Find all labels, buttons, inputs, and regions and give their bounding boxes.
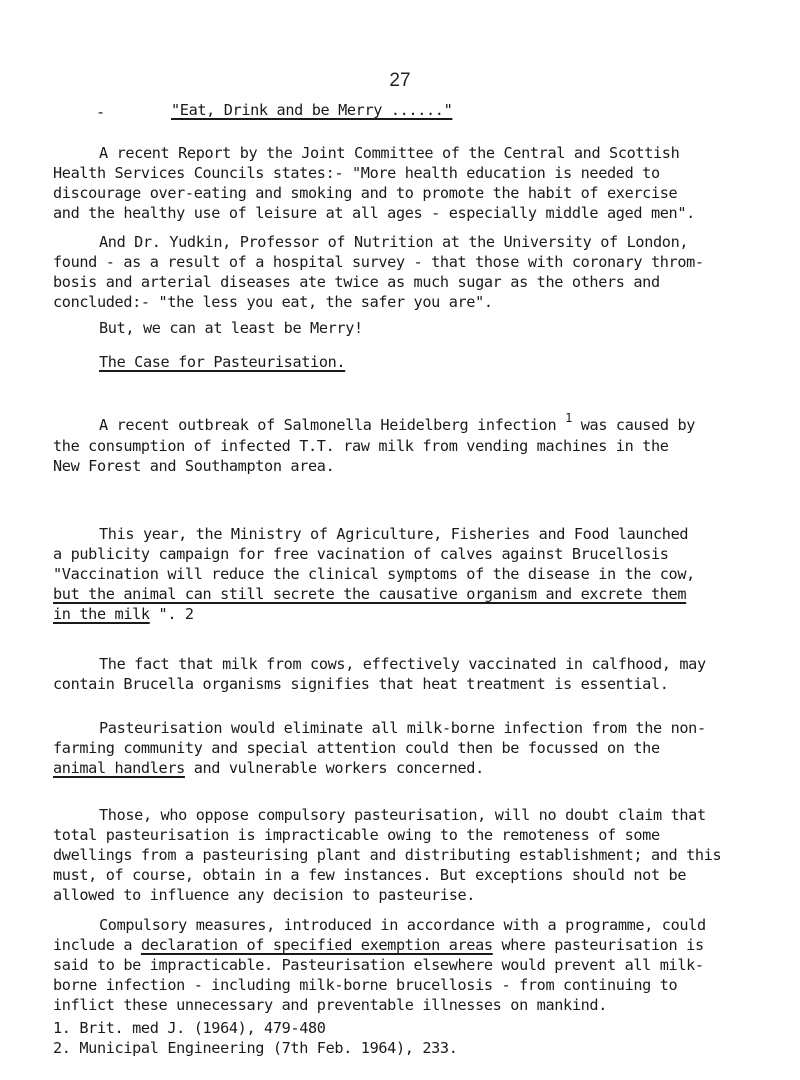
text-line [53, 758, 765, 778]
references-list [53, 1018, 765, 1058]
text-segment: and vulnerable workers concerned. [184, 759, 484, 777]
footnote-marker: 1 [565, 411, 572, 425]
text-segment: animal handlers [53, 759, 185, 777]
text-line: the consumption of infected T.T. raw milk from vending machines in the [53, 437, 669, 455]
text-segment: ". 2 [149, 605, 194, 623]
page-number: 27 [389, 70, 411, 91]
section-title-pasteurisation [99, 353, 345, 371]
text-line: allowed to influence any decision to pasteurise. [53, 886, 476, 904]
text-line: The fact that milk from cows, effectively vaccinated in calfhood, may [99, 655, 706, 673]
text-line: "Vaccination will reduce the clinical symptoms of the disease in the cow, [53, 565, 695, 583]
section-title-text: The Case for Pasteurisation. [99, 353, 346, 371]
paragraph-opposition [53, 805, 765, 905]
text-line: farming community and special attention could then be focussed on the [53, 739, 660, 757]
text-line [53, 411, 765, 436]
text-line: dwellings from a pasteurising plant and distributing establishment; and this [53, 846, 722, 864]
text-line [53, 935, 765, 955]
text-line: Health Services Councils states:- "More health education is needed to [53, 164, 660, 182]
paragraph-fact [53, 654, 765, 694]
text-line: Compulsory measures, introduced in accordance with a programme, could [99, 916, 706, 934]
paragraph-pasteurisation [53, 718, 765, 778]
text-line: borne infection - including milk-borne brucellosis - from continuing to [53, 976, 678, 994]
text-line: inflict these unnecessary and preventable illnesses on mankind. [53, 996, 608, 1014]
reference-item: 1. Brit. med J. (1964), 479-480 [53, 1019, 326, 1037]
text-line: discourage over-eating and smoking and to promote the habit of exercise [53, 184, 678, 202]
paragraph-salmonella [53, 411, 765, 476]
text-line: bosis and arterial diseases ate twice as much sugar as the others and [53, 273, 660, 291]
section-title-text: "Eat, Drink and be Merry ......" [171, 101, 453, 119]
text-line: found - as a result of a hospital survey - that those with coronary throm- [53, 253, 704, 271]
reference-item: 2. Municipal Engineering (7th Feb. 1964), 233. [53, 1039, 458, 1057]
text-line: A recent Report by the Joint Committee of the Central and Scottish [99, 144, 680, 162]
text-line: This year, the Ministry of Agriculture, Fisheries and Food launched [99, 525, 689, 543]
paragraph-compulsory [53, 915, 765, 1015]
text-line: And Dr. Yudkin, Professor of Nutrition at the University of London, [99, 233, 689, 251]
text-line: But, we can at least be Merry! [99, 319, 363, 337]
text-line [53, 604, 765, 624]
paragraph-ministry [53, 524, 765, 624]
text-line: a publicity campaign for free vacination of calves against Brucellosis [53, 545, 669, 563]
text-line: contain Brucella organisms signifies that heat treatment is essential. [53, 675, 669, 693]
paragraph-yudkin [53, 232, 765, 312]
text-segment: was caused by [580, 416, 696, 434]
leading-dash: - [96, 103, 105, 121]
section-title-eat-drink [171, 101, 452, 119]
text-line: and the healthy use of leisure at all ages - especially middle aged men". [53, 204, 695, 222]
text-line: Those, who oppose compulsory pasteurisation, will no doubt claim that [99, 806, 706, 824]
text-line: New Forest and Southampton area. [53, 457, 335, 475]
text-segment: include a [53, 936, 141, 954]
paragraph-joint-committee [53, 143, 765, 223]
text-line: must, of course, obtain in a few instances. But exceptions should not be [53, 866, 687, 884]
text-segment: where pasteurisation is [492, 936, 704, 954]
text-segment: in the milk [53, 605, 150, 623]
text-segment: declaration of specified exemption areas [140, 936, 493, 954]
text-line: but the animal can still secrete the causative organism and excrete them [53, 585, 687, 603]
text-segment: A recent outbreak of Salmonella Heidelberg infection [99, 416, 557, 434]
text-line: total pasteurisation is impracticable owing to the remoteness of some [53, 826, 660, 844]
text-line: concluded:- "the less you eat, the safer you are". [53, 293, 493, 311]
text-line: Pasteurisation would eliminate all milk-borne infection from the non- [99, 719, 706, 737]
text-line: said to be impracticable. Pasteurisation elsewhere would prevent all milk- [53, 956, 704, 974]
paragraph-merry [53, 318, 765, 338]
